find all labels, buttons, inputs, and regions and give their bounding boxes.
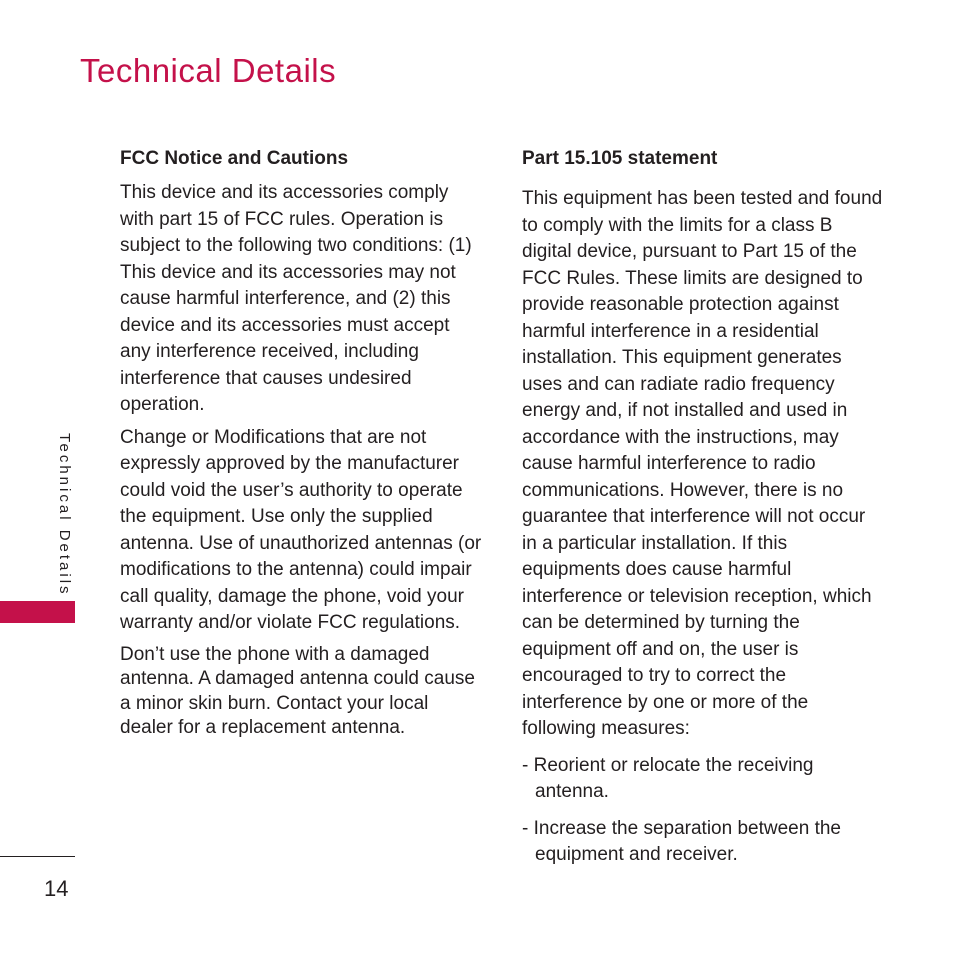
- page-number: 14: [44, 876, 69, 901]
- measure-list-item: - Increase the separation between the equipment and receiver.: [522, 817, 841, 865]
- fcc-notice-paragraph: This device and its accessories comply with part 15 of FCC rules. Operation is subject to the following two conditions: (1) This device and its accessories may not cause harmful interference, and (2) this device and its accessories must accept any interference received, including interference that causes undesired operation.: [120, 182, 472, 415]
- modifications-paragraph: Change or Modifications that are not expressly approved by the manufacturer could void the user’s authority to operate the equipment. Use only the supplied antenna. Use of unauthorized antennas (or modifications to the antenna) could impair call quality, damage the phone, void your warranty and/or violate FCC regulations.: [120, 426, 482, 633]
- side-section-label: Technical Details: [56, 433, 73, 597]
- damaged-antenna-paragraph: Don’t use the phone with a damaged antenna. A damaged antenna could cause a minor skin burn. Contact your local dealer for a replacement antenna.: [120, 643, 475, 738]
- part-15-105-heading: Part 15.105 statement: [522, 148, 718, 169]
- left-column: [120, 146, 482, 747]
- right-column: [522, 146, 884, 869]
- part-15-105-paragraph: This equipment has been tested and found to comply with the limits for a class B digital device, pursuant to Part 15 of the FCC Rules. These limits are designed to provide reasonable protection against harmful interference in a residential installation. This equipment generates uses and can radiate radio frequency energy and, if not installed and used in accordance with the instructions, may cause harmful interference to radio communications. However, there is no guarantee that interference will not occur in a particular installation. If this equipments does cause harmful interference or television reception, which can be determined by turning the equipment off and on, the user is encouraged to try to correct the interference by one or more of the following measures:: [522, 188, 883, 739]
- fcc-notice-heading: FCC Notice and Cautions: [120, 148, 349, 169]
- section-tab-marker: [0, 601, 75, 623]
- footer-divider: [0, 856, 75, 857]
- page-title: Technical Details: [80, 52, 337, 89]
- measure-list-item: - Reorient or relocate the receiving antenna.: [522, 754, 814, 802]
